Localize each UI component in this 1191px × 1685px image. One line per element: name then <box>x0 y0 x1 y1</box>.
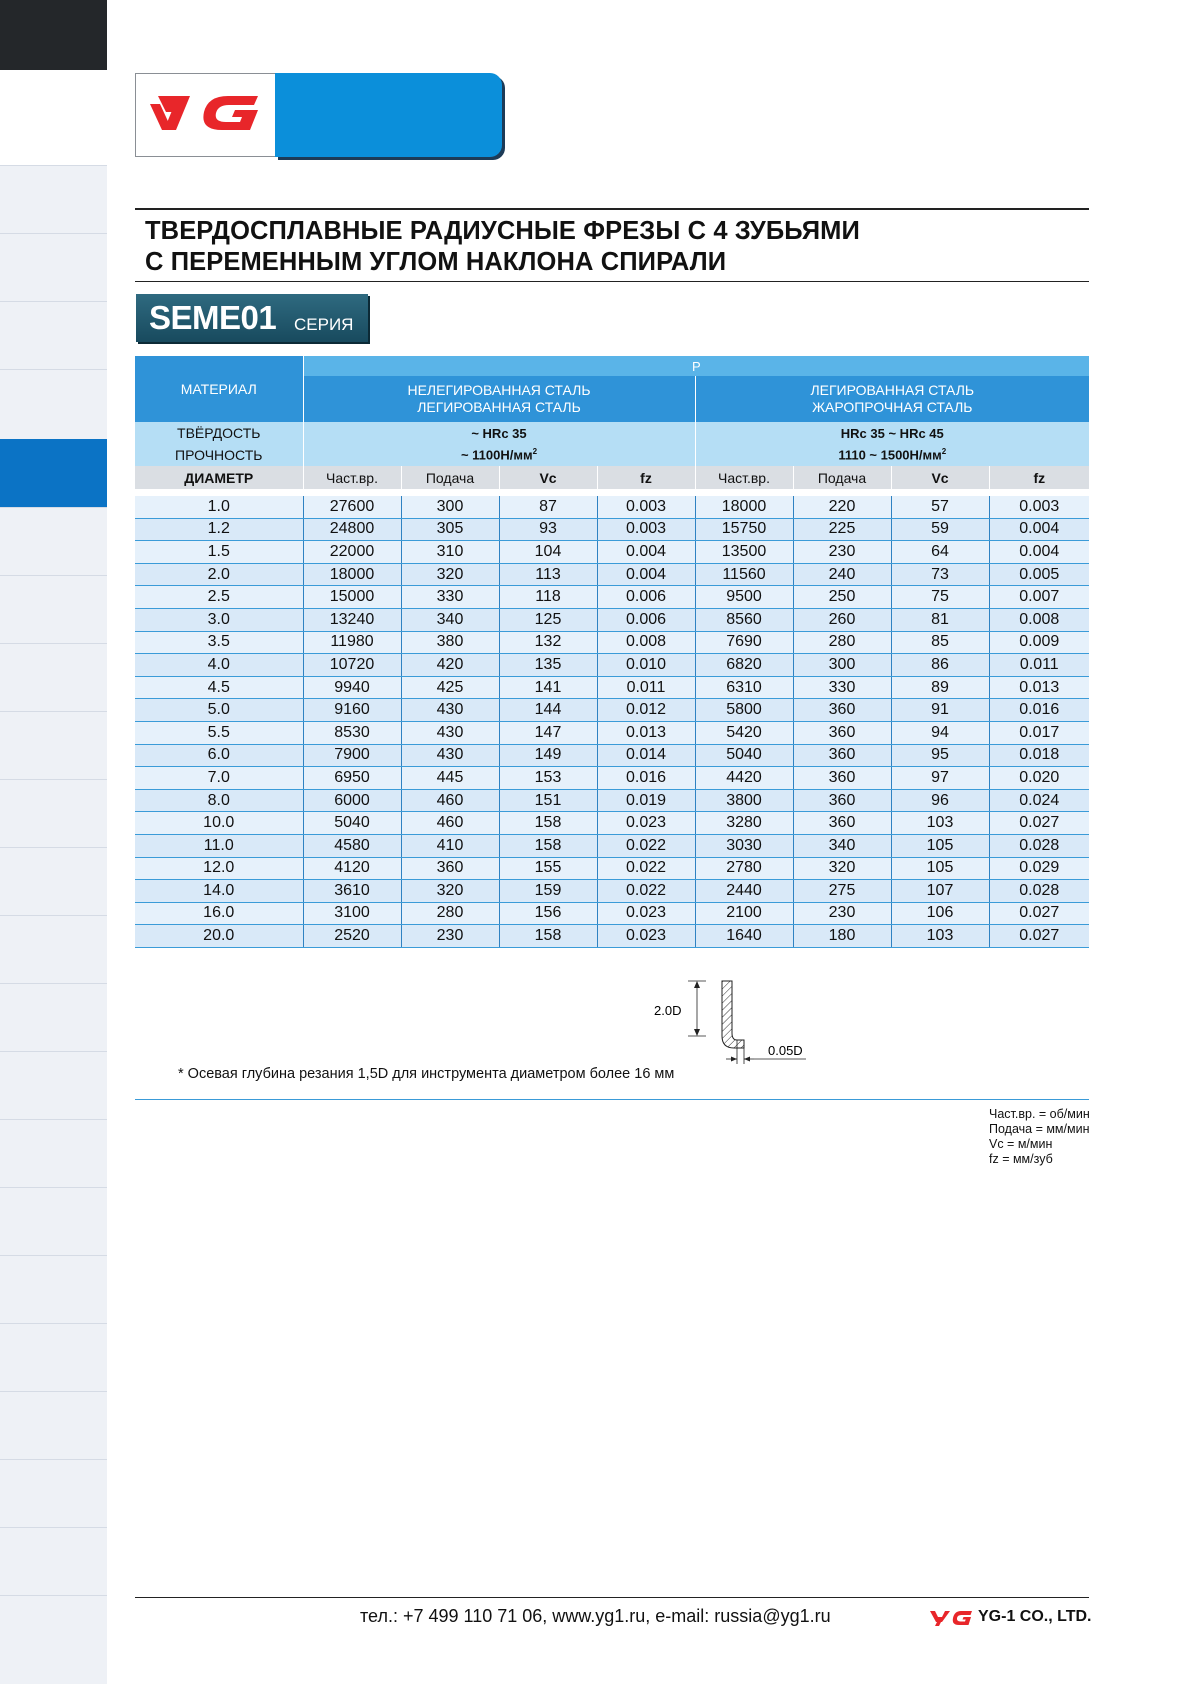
fz-cell: 0.008 <box>597 631 695 654</box>
diameter-cell: 16.0 <box>135 902 303 925</box>
rpm-cell: 4580 <box>303 834 401 857</box>
strength-1-sup: 2 <box>532 447 538 457</box>
rpm-cell: 22000 <box>303 541 401 564</box>
side-tab <box>0 507 107 576</box>
column-header: Част.вр. <box>695 466 793 489</box>
arrow-down-icon <box>694 1029 700 1036</box>
fz-cell: 0.018 <box>989 744 1089 767</box>
rpm-cell: 5800 <box>695 699 793 722</box>
fz-cell: 0.004 <box>597 563 695 586</box>
rpm-cell: 4420 <box>695 767 793 790</box>
feed-cell: 320 <box>401 880 499 903</box>
fz-cell: 0.004 <box>989 541 1089 564</box>
feed-cell: 360 <box>793 721 891 744</box>
rpm-cell: 6950 <box>303 767 401 790</box>
side-tab <box>0 1595 107 1685</box>
table-row <box>135 789 1089 812</box>
rpm-cell: 9940 <box>303 676 401 699</box>
legend-item: Vc = м/мин <box>989 1137 1053 1151</box>
fz-cell: 0.013 <box>989 676 1089 699</box>
column-header: fz <box>989 466 1089 489</box>
page-title <box>135 208 1089 282</box>
arrow-left-icon <box>744 1057 750 1062</box>
vc-cell: 144 <box>499 699 597 722</box>
rpm-cell: 9160 <box>303 699 401 722</box>
material-label: МАТЕРИАЛ <box>135 356 303 422</box>
rpm-cell: 15750 <box>695 518 793 541</box>
fz-cell: 0.028 <box>989 880 1089 903</box>
diameter-cell: 6.0 <box>135 744 303 767</box>
feed-cell: 250 <box>793 586 891 609</box>
side-tab <box>0 983 107 1052</box>
side-tab <box>0 643 107 712</box>
material-group-2 <box>695 376 1089 422</box>
fz-cell: 0.003 <box>597 496 695 518</box>
rpm-cell: 6820 <box>695 654 793 677</box>
rpm-cell: 5040 <box>695 744 793 767</box>
feed-cell: 225 <box>793 518 891 541</box>
table-row <box>135 699 1089 722</box>
feed-cell: 230 <box>793 902 891 925</box>
vc-cell: 105 <box>891 834 989 857</box>
legend-item: Част.вр. = об/мин <box>989 1107 1090 1121</box>
table-row <box>135 812 1089 835</box>
legend-item: Подача = мм/мин <box>989 1122 1090 1136</box>
feed-cell: 430 <box>401 744 499 767</box>
side-index-strip <box>0 0 107 1684</box>
rpm-cell: 18000 <box>695 496 793 518</box>
brand-logo-badge <box>135 73 506 159</box>
rpm-cell: 13500 <box>695 541 793 564</box>
strength-value-2 <box>695 444 1089 466</box>
side-tab <box>0 711 107 780</box>
vc-cell: 141 <box>499 676 597 699</box>
feed-cell: 360 <box>793 767 891 790</box>
footer-company: YG-1 CO., LTD. <box>978 1608 1092 1625</box>
feed-cell: 230 <box>793 541 891 564</box>
side-tab <box>0 1527 107 1596</box>
table-row <box>135 541 1089 564</box>
diameter-cell: 7.0 <box>135 767 303 790</box>
feed-cell: 425 <box>401 676 499 699</box>
fz-cell: 0.023 <box>597 925 695 948</box>
column-header: Част.вр. <box>303 466 401 489</box>
table-body <box>135 496 1089 947</box>
diameter-cell: 5.5 <box>135 721 303 744</box>
hardness-value-2: HRc 35 ~ HRc 45 <box>695 422 1089 444</box>
diameter-cell: 14.0 <box>135 880 303 903</box>
vc-cell: 85 <box>891 631 989 654</box>
fz-cell: 0.012 <box>597 699 695 722</box>
feed-cell: 320 <box>793 857 891 880</box>
width-label: 0.05D <box>768 1043 803 1058</box>
fz-cell: 0.004 <box>989 518 1089 541</box>
side-tab <box>0 575 107 644</box>
rpm-cell: 7900 <box>303 744 401 767</box>
vc-cell: 93 <box>499 518 597 541</box>
feed-cell: 240 <box>793 563 891 586</box>
rpm-cell: 15000 <box>303 586 401 609</box>
rpm-cell: 7690 <box>695 631 793 654</box>
rpm-cell: 1640 <box>695 925 793 948</box>
vc-cell: 147 <box>499 721 597 744</box>
material-1-line-1: НЕЛЕГИРОВАННАЯ СТАЛЬ <box>407 382 591 398</box>
vc-cell: 105 <box>891 857 989 880</box>
vc-cell: 125 <box>499 608 597 631</box>
rpm-cell: 13240 <box>303 608 401 631</box>
vc-cell: 159 <box>499 880 597 903</box>
feed-cell: 430 <box>401 721 499 744</box>
fz-cell: 0.022 <box>597 834 695 857</box>
title-line-1: ТВЕРДОСПЛАВНЫЕ РАДИУСНЫЕ ФРЕЗЫ С 4 ЗУБЬЯМИ <box>145 217 860 245</box>
side-tab <box>0 1051 107 1120</box>
vc-cell: 113 <box>499 563 597 586</box>
diameter-cell: 10.0 <box>135 812 303 835</box>
fz-cell: 0.009 <box>989 631 1089 654</box>
vc-cell: 151 <box>499 789 597 812</box>
header-gap <box>135 489 1089 496</box>
fz-cell: 0.027 <box>989 925 1089 948</box>
diameter-cell: 8.0 <box>135 789 303 812</box>
table-row <box>135 744 1089 767</box>
fz-cell: 0.024 <box>989 789 1089 812</box>
diameter-cell: 3.0 <box>135 608 303 631</box>
table-row <box>135 586 1089 609</box>
material-2-line-2: ЖАРОПРОЧНАЯ СТАЛЬ <box>812 399 973 415</box>
footnote: * Осевая глубина резания 1,5D для инструмента диаметром более 16 мм <box>178 1066 675 1082</box>
fz-cell: 0.003 <box>597 518 695 541</box>
feed-cell: 330 <box>401 586 499 609</box>
diameter-label: ДИАМЕТР <box>135 466 303 489</box>
table-row <box>135 767 1089 790</box>
feed-cell: 360 <box>793 812 891 835</box>
logo-badge-blue-panel <box>275 73 502 157</box>
table-row <box>135 608 1089 631</box>
rpm-cell: 2440 <box>695 880 793 903</box>
vc-cell: 156 <box>499 902 597 925</box>
vc-cell: 57 <box>891 496 989 518</box>
rpm-cell: 5040 <box>303 812 401 835</box>
vc-cell: 86 <box>891 654 989 677</box>
hardness-label: ТВЁРДОСТЬ <box>135 422 303 444</box>
side-strip-white <box>0 70 107 165</box>
feed-cell: 300 <box>401 496 499 518</box>
vc-cell: 75 <box>891 586 989 609</box>
diameter-cell: 1.2 <box>135 518 303 541</box>
rpm-cell: 3030 <box>695 834 793 857</box>
side-tab <box>0 1323 107 1392</box>
rpm-cell: 2100 <box>695 902 793 925</box>
side-tab <box>0 369 107 440</box>
vc-cell: 155 <box>499 857 597 880</box>
hardness-value-1: ~ HRc 35 <box>303 422 695 444</box>
feed-cell: 360 <box>401 857 499 880</box>
vc-cell: 153 <box>499 767 597 790</box>
side-tab <box>0 1255 107 1324</box>
table-row <box>135 563 1089 586</box>
feed-cell: 445 <box>401 767 499 790</box>
fz-cell: 0.019 <box>597 789 695 812</box>
fz-cell: 0.016 <box>989 699 1089 722</box>
rpm-cell: 3100 <box>303 902 401 925</box>
fz-cell: 0.013 <box>597 721 695 744</box>
feed-cell: 230 <box>401 925 499 948</box>
rpm-cell: 6310 <box>695 676 793 699</box>
side-tab <box>0 1119 107 1188</box>
rpm-cell: 4120 <box>303 857 401 880</box>
feed-cell: 340 <box>401 608 499 631</box>
feed-cell: 360 <box>793 744 891 767</box>
fz-cell: 0.027 <box>989 812 1089 835</box>
feed-cell: 305 <box>401 518 499 541</box>
tool-profile-hatch <box>722 981 744 1048</box>
feed-cell: 280 <box>793 631 891 654</box>
rpm-cell: 27600 <box>303 496 401 518</box>
vc-cell: 64 <box>891 541 989 564</box>
logo-badge-white-panel <box>135 73 275 157</box>
cutting-depth-diagram <box>648 978 818 1068</box>
feed-cell: 460 <box>401 789 499 812</box>
vc-cell: 118 <box>499 586 597 609</box>
feed-cell: 360 <box>793 789 891 812</box>
vc-cell: 132 <box>499 631 597 654</box>
diameter-cell: 12.0 <box>135 857 303 880</box>
diameter-cell: 2.5 <box>135 586 303 609</box>
rpm-cell: 3280 <box>695 812 793 835</box>
fz-cell: 0.006 <box>597 586 695 609</box>
rpm-cell: 2520 <box>303 925 401 948</box>
column-header: fz <box>597 466 695 489</box>
vc-cell: 106 <box>891 902 989 925</box>
series-code: SEME01 <box>149 299 277 336</box>
strength-2-sup: 2 <box>941 447 947 457</box>
fz-cell: 0.023 <box>597 812 695 835</box>
fz-cell: 0.017 <box>989 721 1089 744</box>
feed-cell: 430 <box>401 699 499 722</box>
material-group-1 <box>303 376 695 422</box>
fz-cell: 0.005 <box>989 563 1089 586</box>
table-row <box>135 880 1089 903</box>
diameter-cell: 5.0 <box>135 699 303 722</box>
fz-cell: 0.008 <box>989 608 1089 631</box>
feed-cell: 220 <box>793 496 891 518</box>
feed-cell: 360 <box>793 699 891 722</box>
material-1-line-2: ЛЕГИРОВАННАЯ СТАЛЬ <box>417 399 581 415</box>
table-row <box>135 834 1089 857</box>
column-header: Подача <box>401 466 499 489</box>
table-row <box>135 902 1089 925</box>
vc-cell: 95 <box>891 744 989 767</box>
feed-cell: 330 <box>793 676 891 699</box>
feed-cell: 380 <box>401 631 499 654</box>
table-row <box>135 496 1089 518</box>
vc-cell: 89 <box>891 676 989 699</box>
rpm-cell: 8560 <box>695 608 793 631</box>
strength-label: ПРОЧНОСТЬ <box>135 444 303 466</box>
units-legend <box>989 1107 1090 1167</box>
material-group-code: P <box>303 356 1089 376</box>
table-row <box>135 631 1089 654</box>
rpm-cell: 11980 <box>303 631 401 654</box>
footer-contact: тел.: +7 499 110 71 06, www.yg1.ru, e-mail: russia@yg1.ru <box>360 1606 831 1626</box>
footer-yg-logo-icon <box>928 1608 974 1628</box>
vc-cell: 103 <box>891 812 989 835</box>
cutting-data-table <box>135 356 1089 948</box>
diameter-cell: 4.5 <box>135 676 303 699</box>
vc-cell: 87 <box>499 496 597 518</box>
rpm-cell: 5420 <box>695 721 793 744</box>
arrow-right-icon <box>731 1057 737 1062</box>
rpm-cell: 10720 <box>303 654 401 677</box>
diameter-cell: 20.0 <box>135 925 303 948</box>
table-row <box>135 654 1089 677</box>
fz-cell: 0.007 <box>989 586 1089 609</box>
diameter-cell: 4.0 <box>135 654 303 677</box>
diameter-cell: 2.0 <box>135 563 303 586</box>
fz-cell: 0.020 <box>989 767 1089 790</box>
rpm-cell: 24800 <box>303 518 401 541</box>
fz-cell: 0.028 <box>989 834 1089 857</box>
column-header: Vc <box>499 466 597 489</box>
feed-cell: 180 <box>793 925 891 948</box>
legend-item: fz = мм/зуб <box>989 1152 1053 1166</box>
fz-cell: 0.004 <box>597 541 695 564</box>
fz-cell: 0.010 <box>597 654 695 677</box>
title-line-2: С ПЕРЕМЕННЫМ УГЛОМ НАКЛОНА СПИРАЛИ <box>145 248 727 276</box>
feed-cell: 420 <box>401 654 499 677</box>
table-row <box>135 518 1089 541</box>
fz-cell: 0.011 <box>989 654 1089 677</box>
rpm-cell: 2780 <box>695 857 793 880</box>
fz-cell: 0.011 <box>597 676 695 699</box>
vc-cell: 91 <box>891 699 989 722</box>
fz-cell: 0.023 <box>597 902 695 925</box>
vc-cell: 107 <box>891 880 989 903</box>
vc-cell: 94 <box>891 721 989 744</box>
vc-cell: 158 <box>499 812 597 835</box>
vc-cell: 104 <box>499 541 597 564</box>
feed-cell: 460 <box>401 812 499 835</box>
strength-1-text: ~ 1100Н/мм <box>460 447 533 463</box>
feed-cell: 310 <box>401 541 499 564</box>
column-header: Подача <box>793 466 891 489</box>
side-tab <box>0 233 107 302</box>
table-row <box>135 721 1089 744</box>
table-row <box>135 857 1089 880</box>
vc-cell: 103 <box>891 925 989 948</box>
strength-value-1 <box>303 444 695 466</box>
column-header: Vc <box>891 466 989 489</box>
strength-2-text: 1110 ~ 1500Н/мм <box>838 447 942 463</box>
vc-cell: 149 <box>499 744 597 767</box>
feed-cell: 410 <box>401 834 499 857</box>
side-tab <box>0 165 107 234</box>
depth-label: 2.0D <box>654 1003 682 1018</box>
feed-cell: 340 <box>793 834 891 857</box>
side-tab <box>0 1459 107 1528</box>
feed-cell: 300 <box>793 654 891 677</box>
series-word: СЕРИЯ <box>294 315 354 334</box>
diameter-cell: 11.0 <box>135 834 303 857</box>
fz-cell: 0.022 <box>597 880 695 903</box>
diameter-cell: 1.5 <box>135 541 303 564</box>
side-tab <box>0 847 107 916</box>
side-tab <box>0 1391 107 1460</box>
vc-cell: 135 <box>499 654 597 677</box>
vc-cell: 81 <box>891 608 989 631</box>
section-rule <box>135 1099 1089 1100</box>
diameter-cell: 3.5 <box>135 631 303 654</box>
material-2-line-1: ЛЕГИРОВАННАЯ СТАЛЬ <box>810 382 975 398</box>
yg-logo-icon <box>136 74 276 158</box>
diameter-cell: 1.0 <box>135 496 303 518</box>
fz-cell: 0.003 <box>989 496 1089 518</box>
vc-cell: 59 <box>891 518 989 541</box>
series-badge <box>136 294 368 342</box>
vc-cell: 96 <box>891 789 989 812</box>
fz-cell: 0.029 <box>989 857 1089 880</box>
fz-cell: 0.006 <box>597 608 695 631</box>
rpm-cell: 3800 <box>695 789 793 812</box>
feed-cell: 320 <box>401 563 499 586</box>
arrow-up-icon <box>694 981 700 988</box>
side-tab <box>0 779 107 848</box>
rpm-cell: 18000 <box>303 563 401 586</box>
fz-cell: 0.014 <box>597 744 695 767</box>
side-strip-top-dark <box>0 0 107 70</box>
side-tab <box>0 301 107 370</box>
vc-cell: 97 <box>891 767 989 790</box>
feed-cell: 275 <box>793 880 891 903</box>
side-tab <box>0 1187 107 1256</box>
vc-cell: 73 <box>891 563 989 586</box>
feed-cell: 280 <box>401 902 499 925</box>
feed-cell: 260 <box>793 608 891 631</box>
rpm-cell: 6000 <box>303 789 401 812</box>
fz-cell: 0.022 <box>597 857 695 880</box>
fz-cell: 0.027 <box>989 902 1089 925</box>
footer-rule <box>135 1597 1089 1598</box>
side-tab-active <box>0 439 107 507</box>
table-row <box>135 676 1089 699</box>
rpm-cell: 8530 <box>303 721 401 744</box>
vc-cell: 158 <box>499 834 597 857</box>
rpm-cell: 9500 <box>695 586 793 609</box>
rpm-cell: 3610 <box>303 880 401 903</box>
vc-cell: 158 <box>499 925 597 948</box>
table-row <box>135 925 1089 948</box>
fz-cell: 0.016 <box>597 767 695 790</box>
side-tab <box>0 915 107 984</box>
rpm-cell: 11560 <box>695 563 793 586</box>
